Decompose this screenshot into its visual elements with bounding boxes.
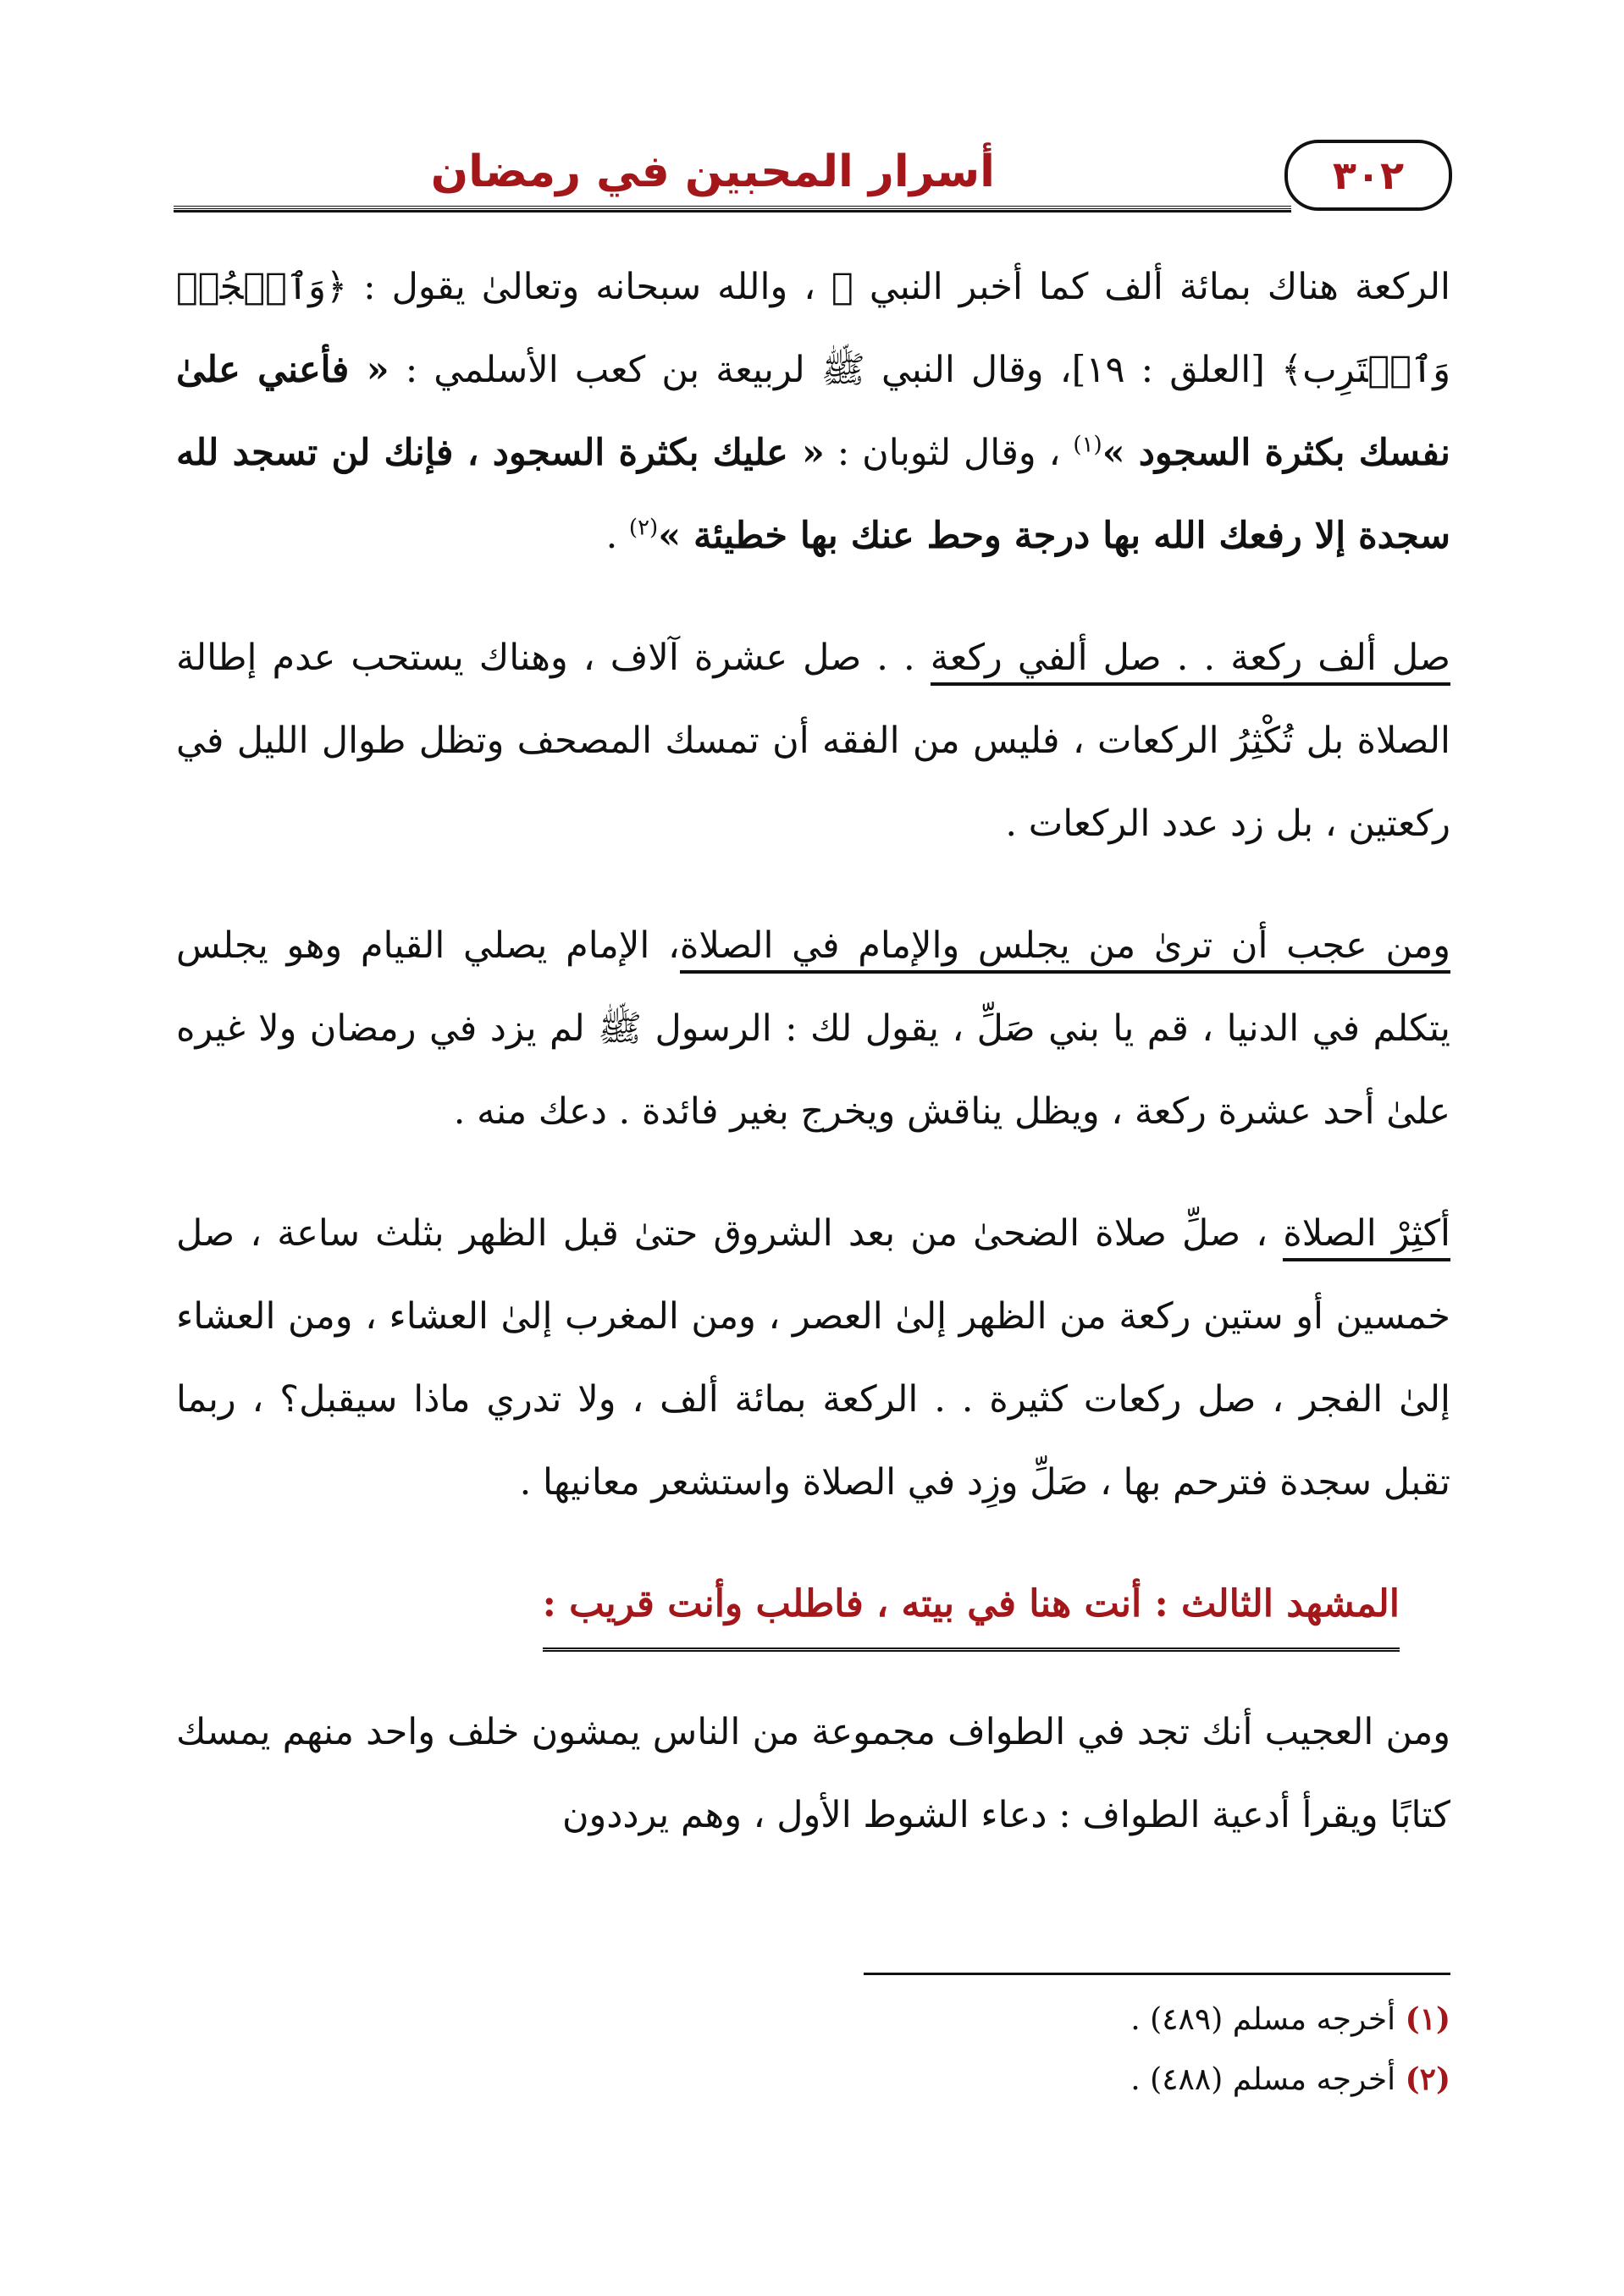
book-title: أسرار المحبين في رمضان [430, 146, 995, 197]
paragraph-3 [176, 904, 1450, 1153]
footnote-1-number: (١) [1405, 2001, 1450, 2037]
paragraph-1-text-a: الركعة هناك بمائة ألف كما أخبر النبي ﷺ ، والله سبحانه وتعالىٰ يقول : ﴿وَٱسۡجُدۡ وَٱقۡتَرِب﴾ [العلق : ١٩]، وقال النبي ﷺ لربيعة بن كعب الأسلمي : [176, 266, 1451, 391]
page-body [176, 246, 1450, 1896]
header-rule-inner [174, 210, 1291, 212]
paragraph-3-lead: ومن عجب أن ترىٰ من يجلس والإمام في الصلاة [680, 924, 1450, 974]
header-rule [174, 206, 1291, 209]
page-number: ٣٠٢ [1284, 140, 1452, 211]
page-header [174, 140, 1452, 216]
paragraph-1 [176, 246, 1450, 577]
footnote-2-number: (٢) [1405, 2061, 1450, 2097]
paragraph-2-lead: صل ألف ركعة . . صل ألفي ركعة [931, 637, 1450, 686]
paragraph-4-text: ، صلِّ صلاة الضحىٰ من بعد الشروق حتىٰ قبل الظهر بثلث ساعة ، صل خمسين أو ستين ركعة من الظهر إلىٰ العصر ، ومن المغرب إلىٰ العشاء ، ومن العشاء إلىٰ الفجر ، صل ركعات كثيرة . . الركعة بمائة ألف ، ولا تدري ماذا سيقبل؟ ، ربما تقبل سجدة فترحم بها ، صَلِّ وزِد في الصلاة واستشعر معانيها . [176, 1212, 1450, 1504]
footnotes [773, 1990, 1450, 2110]
paragraph-4-lead: أكثِرْ الصلاة [1283, 1212, 1450, 1261]
footnote-1 [773, 1990, 1450, 2050]
paragraph-5: ومن العجيب أنك تجد في الطواف مجموعة من الناس يمشون خلف واحد منهم يمسك كتابًا ويقرأ أدعية الطواف : دعاء الشوط الأول ، وهم يرددون [176, 1711, 1450, 1836]
footnote-divider [864, 1973, 1450, 1975]
paragraph-2-text: . . صل عشرة آلاف ، وهناك يستحب عدم إطالة الصلاة بل تُكْثِرُ الركعات ، فليس من الفقه أن تمسك المصحف وتظل طوال الليل في ركعتين ، بل زد عدد الركعات . [176, 637, 1450, 845]
paragraph-1-end: . [605, 515, 629, 557]
footnote-ref-2[interactable]: (٢) [628, 515, 659, 541]
paragraph-1-text-b: ، وقال لثوبان : [824, 432, 1074, 474]
hadith-quote-2: « عليك بكثرة السجود ، فإنك لن تسجد لله سجدة إلا رفعك الله بها درجة وحط عنك بها خطيئة » [176, 432, 1450, 557]
paragraph-2 [176, 616, 1450, 865]
footnote-2 [773, 2050, 1450, 2110]
footnote-1-text: أخرجه مسلم (٤٨٩) . [1130, 2002, 1406, 2037]
footnote-2-text: أخرجه مسلم (٤٨٨) . [1130, 2062, 1406, 2097]
section-heading: المشهد الثالث : أنت هنا في بيته ، فاطلب وأنت قريب : [543, 1563, 1400, 1652]
paragraph-3-text: ، الإمام يصلي القيام وهو يجلس يتكلم في الدنيا ، قم يا بني صَلِّ ، يقول لك : الرسول ﷺ لم يزد في رمضان ولا غيره علىٰ أحد عشرة ركعة ، ويظل يناقش ويخرج بغير فائدة . دعك منه . [176, 924, 1450, 1133]
paragraph-4 [176, 1192, 1450, 1524]
hadith-quote-1: « فأعني علىٰ نفسك بكثرة السجود » [176, 349, 1451, 474]
footnote-ref-1[interactable]: (١) [1073, 432, 1102, 458]
